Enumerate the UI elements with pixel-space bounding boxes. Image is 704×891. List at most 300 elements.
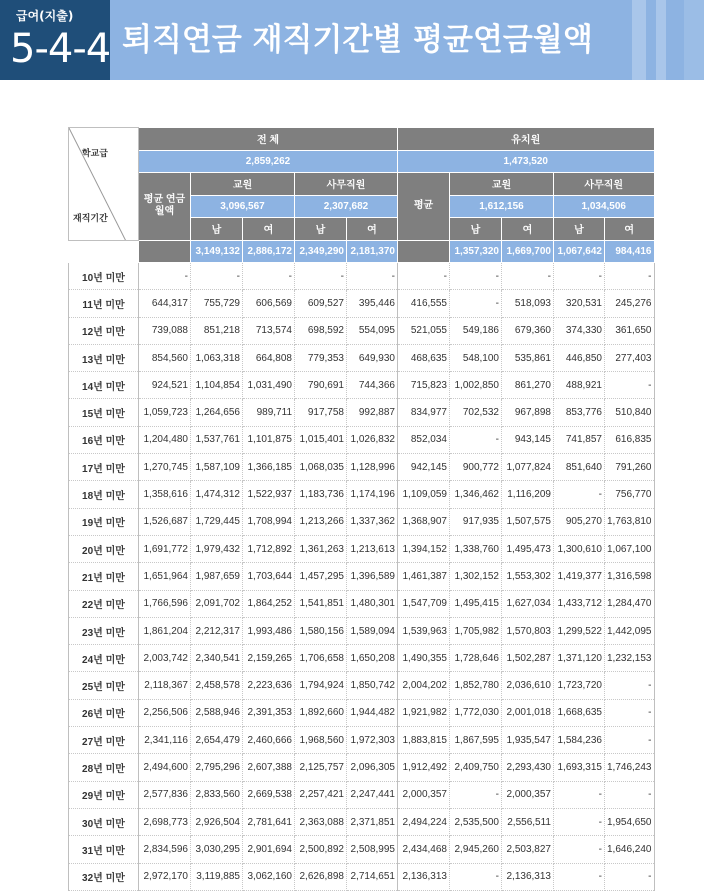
table-row: [69, 781, 655, 808]
row-label: 29년 미만: [69, 781, 139, 808]
table-cell: 1,668,635: [554, 699, 605, 726]
table-cell: 1,794,924: [295, 672, 347, 699]
table-cell: 1,480,301: [347, 590, 398, 617]
table-cell: 2,091,702: [191, 590, 243, 617]
table-cell: -: [243, 263, 295, 290]
table-cell: 1,708,994: [243, 508, 295, 535]
table-cell: 1,746,243: [605, 754, 655, 781]
row-label: 10년 미만: [69, 263, 139, 290]
table-cell: 1,570,803: [502, 617, 554, 644]
table-cell: 2,341,116: [139, 727, 191, 754]
table-cell: 416,555: [398, 290, 450, 317]
gender-male-header: 남: [191, 218, 243, 241]
table-cell: 1,968,560: [295, 727, 347, 754]
row-label: 15년 미만: [69, 399, 139, 426]
table-cell: -: [554, 808, 605, 835]
table-cell: 1,077,824: [502, 454, 554, 481]
table-cell: 2,371,851: [347, 808, 398, 835]
table-cell: 2,669,538: [243, 781, 295, 808]
table-cell: -: [450, 863, 502, 890]
table-cell: 1,526,687: [139, 508, 191, 535]
table-row: [69, 617, 655, 644]
table-cell: -: [605, 863, 655, 890]
table-cell: 2,494,600: [139, 754, 191, 781]
table-row: [69, 426, 655, 453]
table-cell: 1,912,492: [398, 754, 450, 781]
table-cell: 852,034: [398, 426, 450, 453]
banner-decoration: [632, 0, 646, 80]
table-cell: 992,887: [347, 399, 398, 426]
table-cell: 446,850: [554, 344, 605, 371]
table-cell: 1,883,815: [398, 727, 450, 754]
table-cell: 1,972,303: [347, 727, 398, 754]
table-cell: 1,772,030: [450, 699, 502, 726]
table-cell: 2,795,296: [191, 754, 243, 781]
row-label: 32년 미만: [69, 863, 139, 890]
table-cell: 1,987,659: [191, 563, 243, 590]
table-cell: 2,096,305: [347, 754, 398, 781]
table-cell: 1,457,295: [295, 563, 347, 590]
table-cell: 2,654,479: [191, 727, 243, 754]
kg-staff-header: 사무직원: [554, 173, 655, 196]
table-row: [69, 508, 655, 535]
table-cell: 989,711: [243, 399, 295, 426]
table-cell: 917,935: [450, 508, 502, 535]
table-cell: 1,031,490: [243, 372, 295, 399]
table-cell: 1,651,964: [139, 563, 191, 590]
table-cell: 1,002,850: [450, 372, 502, 399]
table-cell: 2,136,313: [502, 863, 554, 890]
table-cell: 1,059,723: [139, 399, 191, 426]
table-cell: 2,000,357: [398, 781, 450, 808]
table-body: [69, 263, 655, 891]
table-cell: 2,247,441: [347, 781, 398, 808]
table-cell: 1,015,401: [295, 426, 347, 453]
kg-sub-total: 984,416: [605, 240, 655, 263]
table-cell: -: [554, 836, 605, 863]
table-cell: -: [347, 263, 398, 290]
table-cell: 851,640: [554, 454, 605, 481]
gender-female-header: 여: [605, 218, 655, 241]
kg-staff-total: 1,034,506: [554, 195, 655, 218]
corner-cell: [69, 128, 139, 241]
table-cell: 1,338,760: [450, 535, 502, 562]
pension-table: [68, 127, 655, 891]
row-label: 22년 미만: [69, 590, 139, 617]
table-cell: 851,218: [191, 317, 243, 344]
table-cell: 1,892,660: [295, 699, 347, 726]
corner-label-school: 학교급: [81, 148, 108, 158]
table-cell: 1,116,209: [502, 481, 554, 508]
gender-female-header: 여: [347, 218, 398, 241]
table-cell: 791,260: [605, 454, 655, 481]
table-cell: 1,921,982: [398, 699, 450, 726]
table-cell: -: [605, 699, 655, 726]
table-cell: 1,850,742: [347, 672, 398, 699]
table-cell: 1,650,208: [347, 645, 398, 672]
table-cell: 1,935,547: [502, 727, 554, 754]
table-cell: 1,861,204: [139, 617, 191, 644]
table-cell: 942,145: [398, 454, 450, 481]
table-cell: 2,698,773: [139, 808, 191, 835]
table-cell: 1,067,100: [605, 535, 655, 562]
table-row: [69, 399, 655, 426]
table-cell: 2,500,892: [295, 836, 347, 863]
table-cell: 1,763,810: [605, 508, 655, 535]
all-staff-total: 2,307,682: [295, 195, 398, 218]
table-cell: 468,635: [398, 344, 450, 371]
table-cell: 2,001,018: [502, 699, 554, 726]
table-cell: 741,857: [554, 426, 605, 453]
table-cell: 2,460,666: [243, 727, 295, 754]
table-row: [69, 863, 655, 890]
table-cell: 2,972,170: [139, 863, 191, 890]
row-label: 19년 미만: [69, 508, 139, 535]
kg-sub-total: 1,067,642: [554, 240, 605, 263]
table-cell: 1,396,589: [347, 563, 398, 590]
table-cell: 679,360: [502, 317, 554, 344]
table-cell: 834,977: [398, 399, 450, 426]
row-label: 13년 미만: [69, 344, 139, 371]
table-cell: 854,560: [139, 344, 191, 371]
table-cell: -: [554, 481, 605, 508]
table-cell: 853,776: [554, 399, 605, 426]
table-cell: 2,556,511: [502, 808, 554, 835]
table-cell: -: [605, 781, 655, 808]
row-label: 28년 미만: [69, 754, 139, 781]
table-cell: -: [605, 727, 655, 754]
table-cell: 1,442,095: [605, 617, 655, 644]
table-cell: -: [554, 263, 605, 290]
table-cell: 1,361,263: [295, 535, 347, 562]
table-cell: 1,712,892: [243, 535, 295, 562]
all-teacher-header: 교원: [191, 173, 295, 196]
table-cell: 1,703,644: [243, 563, 295, 590]
table-cell: 518,093: [502, 290, 554, 317]
table-cell: 1,284,470: [605, 590, 655, 617]
table-cell: 1,204,480: [139, 426, 191, 453]
table-cell: 1,706,658: [295, 645, 347, 672]
table-header: [69, 128, 655, 263]
table-cell: 1,867,595: [450, 727, 502, 754]
banner-decoration: [684, 0, 704, 80]
table-cell: 606,569: [243, 290, 295, 317]
table-row: [69, 454, 655, 481]
table-cell: 1,300,610: [554, 535, 605, 562]
page-title: 퇴직연금 재직기간별 평균연금월액: [122, 22, 593, 58]
table-cell: 2,535,500: [450, 808, 502, 835]
table-cell: 361,650: [605, 317, 655, 344]
table-cell: 1,502,287: [502, 645, 554, 672]
table-cell: 548,100: [450, 344, 502, 371]
table-cell: 1,232,153: [605, 645, 655, 672]
table-cell: -: [450, 426, 502, 453]
table-cell: 1,174,196: [347, 481, 398, 508]
table-cell: 1,394,152: [398, 535, 450, 562]
table-cell: 698,592: [295, 317, 347, 344]
group-kindergarten-header: 유치원: [398, 128, 655, 151]
row-label: 12년 미만: [69, 317, 139, 344]
table-cell: 905,270: [554, 508, 605, 535]
table-cell: 2,833,560: [191, 781, 243, 808]
table-cell: 609,527: [295, 290, 347, 317]
table-cell: 2,003,742: [139, 645, 191, 672]
group-kindergarten-total: 1,473,520: [398, 150, 655, 173]
table-cell: 1,705,982: [450, 617, 502, 644]
avg-pension-header: 평균 연금 월액: [139, 173, 191, 241]
table-cell: 395,446: [347, 290, 398, 317]
table-cell: -: [502, 263, 554, 290]
group-all-total: 2,859,262: [139, 150, 398, 173]
section-number: 5-4-4: [10, 26, 111, 72]
table-cell: 2,036,610: [502, 672, 554, 699]
table-cell: 1,539,963: [398, 617, 450, 644]
table-cell: 1,627,034: [502, 590, 554, 617]
row-label: 11년 미만: [69, 290, 139, 317]
table-cell: 2,257,421: [295, 781, 347, 808]
table-cell: 900,772: [450, 454, 502, 481]
table-cell: 2,503,827: [502, 836, 554, 863]
table-row: [69, 372, 655, 399]
table-cell: 488,921: [554, 372, 605, 399]
all-sub-total: 3,149,132: [191, 240, 243, 263]
table-row: [69, 645, 655, 672]
row-label: 17년 미만: [69, 454, 139, 481]
table-cell: 2,293,430: [502, 754, 554, 781]
table-cell: 1,299,522: [554, 617, 605, 644]
table-cell: 2,607,388: [243, 754, 295, 781]
table-cell: 1,547,709: [398, 590, 450, 617]
table-row: [69, 290, 655, 317]
table-cell: 2,223,636: [243, 672, 295, 699]
table-cell: -: [605, 263, 655, 290]
table-cell: 1,495,473: [502, 535, 554, 562]
table-cell: 943,145: [502, 426, 554, 453]
table-cell: 2,159,265: [243, 645, 295, 672]
table-cell: 2,577,836: [139, 781, 191, 808]
row-label: 18년 미만: [69, 481, 139, 508]
group-all-header: 전 체: [139, 128, 398, 151]
row-label: 25년 미만: [69, 672, 139, 699]
table-row: [69, 263, 655, 290]
table-row: [69, 535, 655, 562]
table-cell: 2,588,946: [191, 699, 243, 726]
table-cell: 1,490,355: [398, 645, 450, 672]
table-cell: 1,366,185: [243, 454, 295, 481]
spacer-cell: [69, 240, 139, 263]
table-row: [69, 563, 655, 590]
table-cell: 1,541,851: [295, 590, 347, 617]
table-cell: 2,391,353: [243, 699, 295, 726]
gender-male-header: 남: [554, 218, 605, 241]
gender-male-header: 남: [450, 218, 502, 241]
table-cell: 1,553,302: [502, 563, 554, 590]
table-cell: 521,055: [398, 317, 450, 344]
table-row: [69, 672, 655, 699]
row-label: 30년 미만: [69, 808, 139, 835]
table-cell: 2,508,995: [347, 836, 398, 863]
row-label: 14년 미만: [69, 372, 139, 399]
table-cell: 779,353: [295, 344, 347, 371]
table-cell: 2,256,506: [139, 699, 191, 726]
table-cell: 1,944,482: [347, 699, 398, 726]
table-cell: 277,403: [605, 344, 655, 371]
table-cell: 1,337,362: [347, 508, 398, 535]
table-cell: -: [450, 290, 502, 317]
table-cell: 1,766,596: [139, 590, 191, 617]
table-cell: 1,026,832: [347, 426, 398, 453]
table-cell: 1,693,315: [554, 754, 605, 781]
table-cell: 616,835: [605, 426, 655, 453]
spacer-cell: [398, 240, 450, 263]
row-label: 21년 미만: [69, 563, 139, 590]
table-cell: 2,945,260: [450, 836, 502, 863]
table-cell: 3,119,885: [191, 863, 243, 890]
table-cell: 1,580,156: [295, 617, 347, 644]
table-cell: 2,901,694: [243, 836, 295, 863]
all-sub-total: 2,349,290: [295, 240, 347, 263]
gender-female-header: 여: [243, 218, 295, 241]
table-cell: 554,095: [347, 317, 398, 344]
table-cell: 1,183,736: [295, 481, 347, 508]
table-cell: 1,537,761: [191, 426, 243, 453]
table-cell: 1,461,387: [398, 563, 450, 590]
row-label: 20년 미만: [69, 535, 139, 562]
table-cell: 549,186: [450, 317, 502, 344]
table-cell: -: [605, 672, 655, 699]
table-cell: 245,276: [605, 290, 655, 317]
row-label: 16년 미만: [69, 426, 139, 453]
table-cell: 1,507,575: [502, 508, 554, 535]
table-cell: 2,118,367: [139, 672, 191, 699]
table-cell: 924,521: [139, 372, 191, 399]
table-cell: -: [554, 863, 605, 890]
table-cell: -: [554, 781, 605, 808]
table-cell: 739,088: [139, 317, 191, 344]
table-cell: 2,125,757: [295, 754, 347, 781]
table-cell: 664,808: [243, 344, 295, 371]
table-cell: 1,109,059: [398, 481, 450, 508]
table-cell: 1,101,875: [243, 426, 295, 453]
table-cell: 2,781,641: [243, 808, 295, 835]
table-row: [69, 836, 655, 863]
table-cell: 2,494,224: [398, 808, 450, 835]
table-cell: 2,434,468: [398, 836, 450, 863]
table-cell: 2,340,541: [191, 645, 243, 672]
table-cell: 1,264,656: [191, 399, 243, 426]
table-cell: 1,954,650: [605, 808, 655, 835]
table-cell: 2,458,578: [191, 672, 243, 699]
table-cell: 1,302,152: [450, 563, 502, 590]
table-cell: 649,930: [347, 344, 398, 371]
table-cell: 2,212,317: [191, 617, 243, 644]
table-cell: 510,840: [605, 399, 655, 426]
table-cell: 1,864,252: [243, 590, 295, 617]
table-cell: 1,993,486: [243, 617, 295, 644]
table-cell: 2,136,313: [398, 863, 450, 890]
table-cell: 1,213,266: [295, 508, 347, 535]
table-row: [69, 481, 655, 508]
table-cell: -: [605, 372, 655, 399]
table-cell: 1,729,445: [191, 508, 243, 535]
gender-female-header: 여: [502, 218, 554, 241]
table-cell: 2,000,357: [502, 781, 554, 808]
kg-teacher-total: 1,612,156: [450, 195, 554, 218]
table-cell: 1,068,035: [295, 454, 347, 481]
row-label: 31년 미만: [69, 836, 139, 863]
table-cell: 1,728,646: [450, 645, 502, 672]
all-staff-header: 사무직원: [295, 173, 398, 196]
table-row: [69, 754, 655, 781]
table-cell: 1,474,312: [191, 481, 243, 508]
row-label: 26년 미만: [69, 699, 139, 726]
spacer-cell: [139, 240, 191, 263]
table-cell: 1,589,094: [347, 617, 398, 644]
table-cell: 713,574: [243, 317, 295, 344]
table-cell: 2,834,596: [139, 836, 191, 863]
table-cell: 535,861: [502, 344, 554, 371]
table-cell: 1,433,712: [554, 590, 605, 617]
table-cell: 702,532: [450, 399, 502, 426]
table-cell: 320,531: [554, 290, 605, 317]
all-teacher-total: 3,096,567: [191, 195, 295, 218]
table-cell: 2,926,504: [191, 808, 243, 835]
table-cell: 1,495,415: [450, 590, 502, 617]
table-cell: -: [398, 263, 450, 290]
table-cell: 1,128,996: [347, 454, 398, 481]
table-cell: 1,063,318: [191, 344, 243, 371]
table-cell: 3,030,295: [191, 836, 243, 863]
table-cell: 2,004,202: [398, 672, 450, 699]
table-row: [69, 727, 655, 754]
table-row: [69, 317, 655, 344]
table-row: [69, 590, 655, 617]
table-cell: 2,714,651: [347, 863, 398, 890]
table-cell: -: [191, 263, 243, 290]
table-cell: 917,758: [295, 399, 347, 426]
all-sub-total: 2,181,370: [347, 240, 398, 263]
table-cell: -: [295, 263, 347, 290]
table-cell: 1,270,745: [139, 454, 191, 481]
banner-decoration: [656, 0, 666, 80]
table-cell: 2,626,898: [295, 863, 347, 890]
table-cell: 861,270: [502, 372, 554, 399]
table-cell: 756,770: [605, 481, 655, 508]
gender-male-header: 남: [295, 218, 347, 241]
corner-label-tenure: 재직기간: [73, 212, 108, 223]
table-cell: 755,729: [191, 290, 243, 317]
table-cell: -: [139, 263, 191, 290]
table-cell: 644,317: [139, 290, 191, 317]
table-cell: 374,330: [554, 317, 605, 344]
table-cell: 1,852,780: [450, 672, 502, 699]
table-row: [69, 344, 655, 371]
table-cell: 1,587,109: [191, 454, 243, 481]
table-cell: 1,691,772: [139, 535, 191, 562]
table-cell: 3,062,160: [243, 863, 295, 890]
table-cell: 2,409,750: [450, 754, 502, 781]
table-cell: 1,522,937: [243, 481, 295, 508]
table-cell: -: [450, 781, 502, 808]
table-row: [69, 699, 655, 726]
table-cell: 1,646,240: [605, 836, 655, 863]
table-cell: 790,691: [295, 372, 347, 399]
table-cell: 1,723,720: [554, 672, 605, 699]
table-cell: 715,823: [398, 372, 450, 399]
table-cell: 744,366: [347, 372, 398, 399]
section-subtitle: 급여(지출): [16, 9, 74, 23]
kg-teacher-header: 교원: [450, 173, 554, 196]
